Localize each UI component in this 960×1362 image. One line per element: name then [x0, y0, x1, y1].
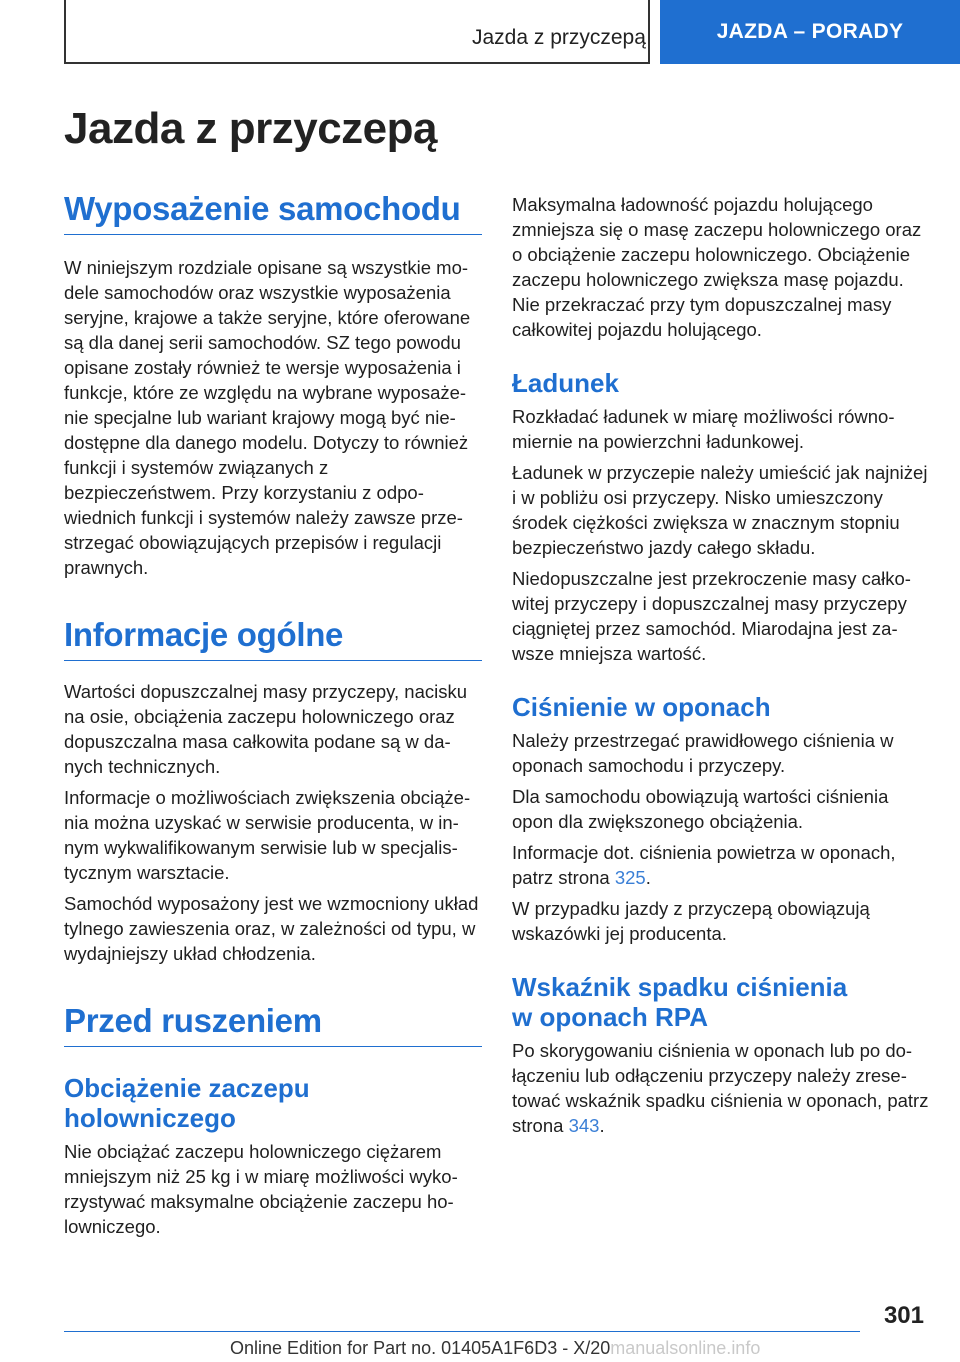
- paragraph-cisnienie-3-end: .: [645, 867, 651, 888]
- paragraph-cisnienie-2: Dla samochodu obowiązują wartości ciśnienia opon dla zwiększonego obciążenia.: [512, 786, 889, 832]
- section-heading-wyposazenie: Wyposażenie samochodu: [64, 190, 482, 235]
- paragraph-rpa: [512, 1038, 930, 1138]
- footer-edition-text: Online Edition for Part no. 01405A1F6D3 - X/20: [230, 1338, 611, 1358]
- header-chapter: Jazda z przyczepą: [472, 26, 646, 49]
- paragraph-maksymalna-ladownosc: Maksymalna ładowność pojazdu holującego zmniejsza się o masę zaczepu holowniczego oraz o obciążenie zaczepu holowniczego. Obciążenie zaczepu holowniczego zwiększa masę pojazdu. Nie przekraczać przy tym dopuszczalnej masy całkowitej pojazdu holującego.: [512, 194, 922, 340]
- page-link-325[interactable]: 325: [614, 867, 646, 888]
- paragraph-cisnienie-4: W przypadku jazdy z przyczepą obowiązują wskazówki jej producenta.: [512, 898, 870, 944]
- footer-watermark: manualsonline.info: [610, 1338, 761, 1358]
- header-rule: [64, 62, 650, 64]
- subheading-cisnienie: Ciśnienie w oponach: [512, 692, 771, 722]
- subheading-rpa: [512, 972, 930, 1032]
- paragraph-informacje-1: Wartości dopuszczalnej masy przyczepy, nacisku na osie, obciążenia zaczepu holowniczego oraz dopuszczalna masa całkowita podane są w danych technicznych.: [64, 681, 468, 777]
- page-number: 301: [883, 1302, 924, 1329]
- page-title: Jazda z przyczepą: [64, 104, 437, 153]
- paragraph-informacje-2: Informacje o możliwościach zwiększenia obciążenia można uzyskać w serwisie producenta, w innym wykwalifikowanym serwisie lub w specjalistycznym warsztacie.: [64, 787, 471, 883]
- paragraph-ladunek-3: Niedopuszczalne jest przekroczenie masy całkowitej przyczepy i dopuszczalnej masy przyczepy ciągniętej przez samochód. Miarodajna jest zawsze mniejsza wartość.: [512, 568, 911, 664]
- right-column: [512, 192, 930, 1144]
- header-separator: [648, 0, 650, 64]
- subheading-rpa-line-1: Wskaźnik spadku ciśnienia: [512, 972, 848, 1002]
- header-section-band: JAZDA – PORADY: [660, 0, 960, 64]
- paragraph-cisnienie-1: Należy przestrzegać prawidłowego ciśnienia w oponach samochodu i przyczepy.: [512, 730, 894, 776]
- paragraph-informacje-3: Samochód wyposażony jest we wzmocniony układ tylnego zawieszenia oraz, w zależności od typu, w wydajniejszy układ chłodzenia.: [64, 893, 479, 964]
- section-heading-przed-ruszeniem: Przed ruszeniem: [64, 1002, 482, 1047]
- paragraph-obciazenie: Nie obciążać zaczepu holowniczego ciężarem mniejszym niż 25 kg i w miarę możliwości wykorzystywać maksymalne obciążenie zaczepu holowniczego.: [64, 1141, 458, 1237]
- paragraph-wyposazenie: W niniejszym rozdziale opisane są wszystkie modele samochodów oraz wszystkie wyposażenia seryjne, krajowe a także seryjne, które oferowane są dla danej serii samochodów. SZ tego powodu opisane zostały również te wersje wyposażenia i funkcje, które ze względu na wybrane wyposażenie specjalne lub wariant krajowy mogą być niedostępne dla danego modelu. Dotyczy to również funkcji i systemów związanych z bezpieczeństwem. Przy korzystaniu z odpowiednich funkcji i systemów należy zawsze przestrzegać obowiązujących przepisów i regulacji prawnych.: [64, 257, 471, 578]
- header-left-line: [64, 0, 66, 64]
- paragraph-ladunek-2: Ładunek w przyczepie należy umieścić jak najniżej i w pobliżu osi przyczepy. Nisko umieszczony środek ciężkości zwiększa w znacznym stopniu bezpieczeństwo jazdy całego składu.: [512, 462, 928, 558]
- subheading-ladunek: Ładunek: [512, 368, 619, 398]
- paragraph-cisnienie-3: [512, 840, 930, 890]
- section-heading-informacje: Informacje ogólne: [64, 616, 482, 661]
- page-link-343[interactable]: 343: [568, 1115, 600, 1136]
- footer-rule: [64, 1331, 860, 1332]
- subheading-obciazenie: Obciążenie zaczepu holowniczego: [64, 1073, 310, 1133]
- subheading-rpa-line-2: w oponach RPA: [512, 1002, 708, 1032]
- left-column: [64, 190, 482, 1245]
- paragraph-rpa-end: .: [599, 1115, 605, 1136]
- paragraph-ladunek-1: Rozkładać ładunek w miarę możliwości równomiernie na powierzchni ładunkowej.: [512, 406, 895, 452]
- paragraph-cisnienie-3-text: Informacje dot. ciśnienia powietrza w oponach, patrz strona: [512, 842, 896, 888]
- paragraph-rpa-text: Po skorygowaniu ciśnienia w oponach lub po dołączeniu lub odłączeniu przyczepy należy zresetować wskaźnik spadku ciśnienia w oponach, patrz strona: [512, 1040, 929, 1136]
- footer-edition: [230, 1338, 760, 1359]
